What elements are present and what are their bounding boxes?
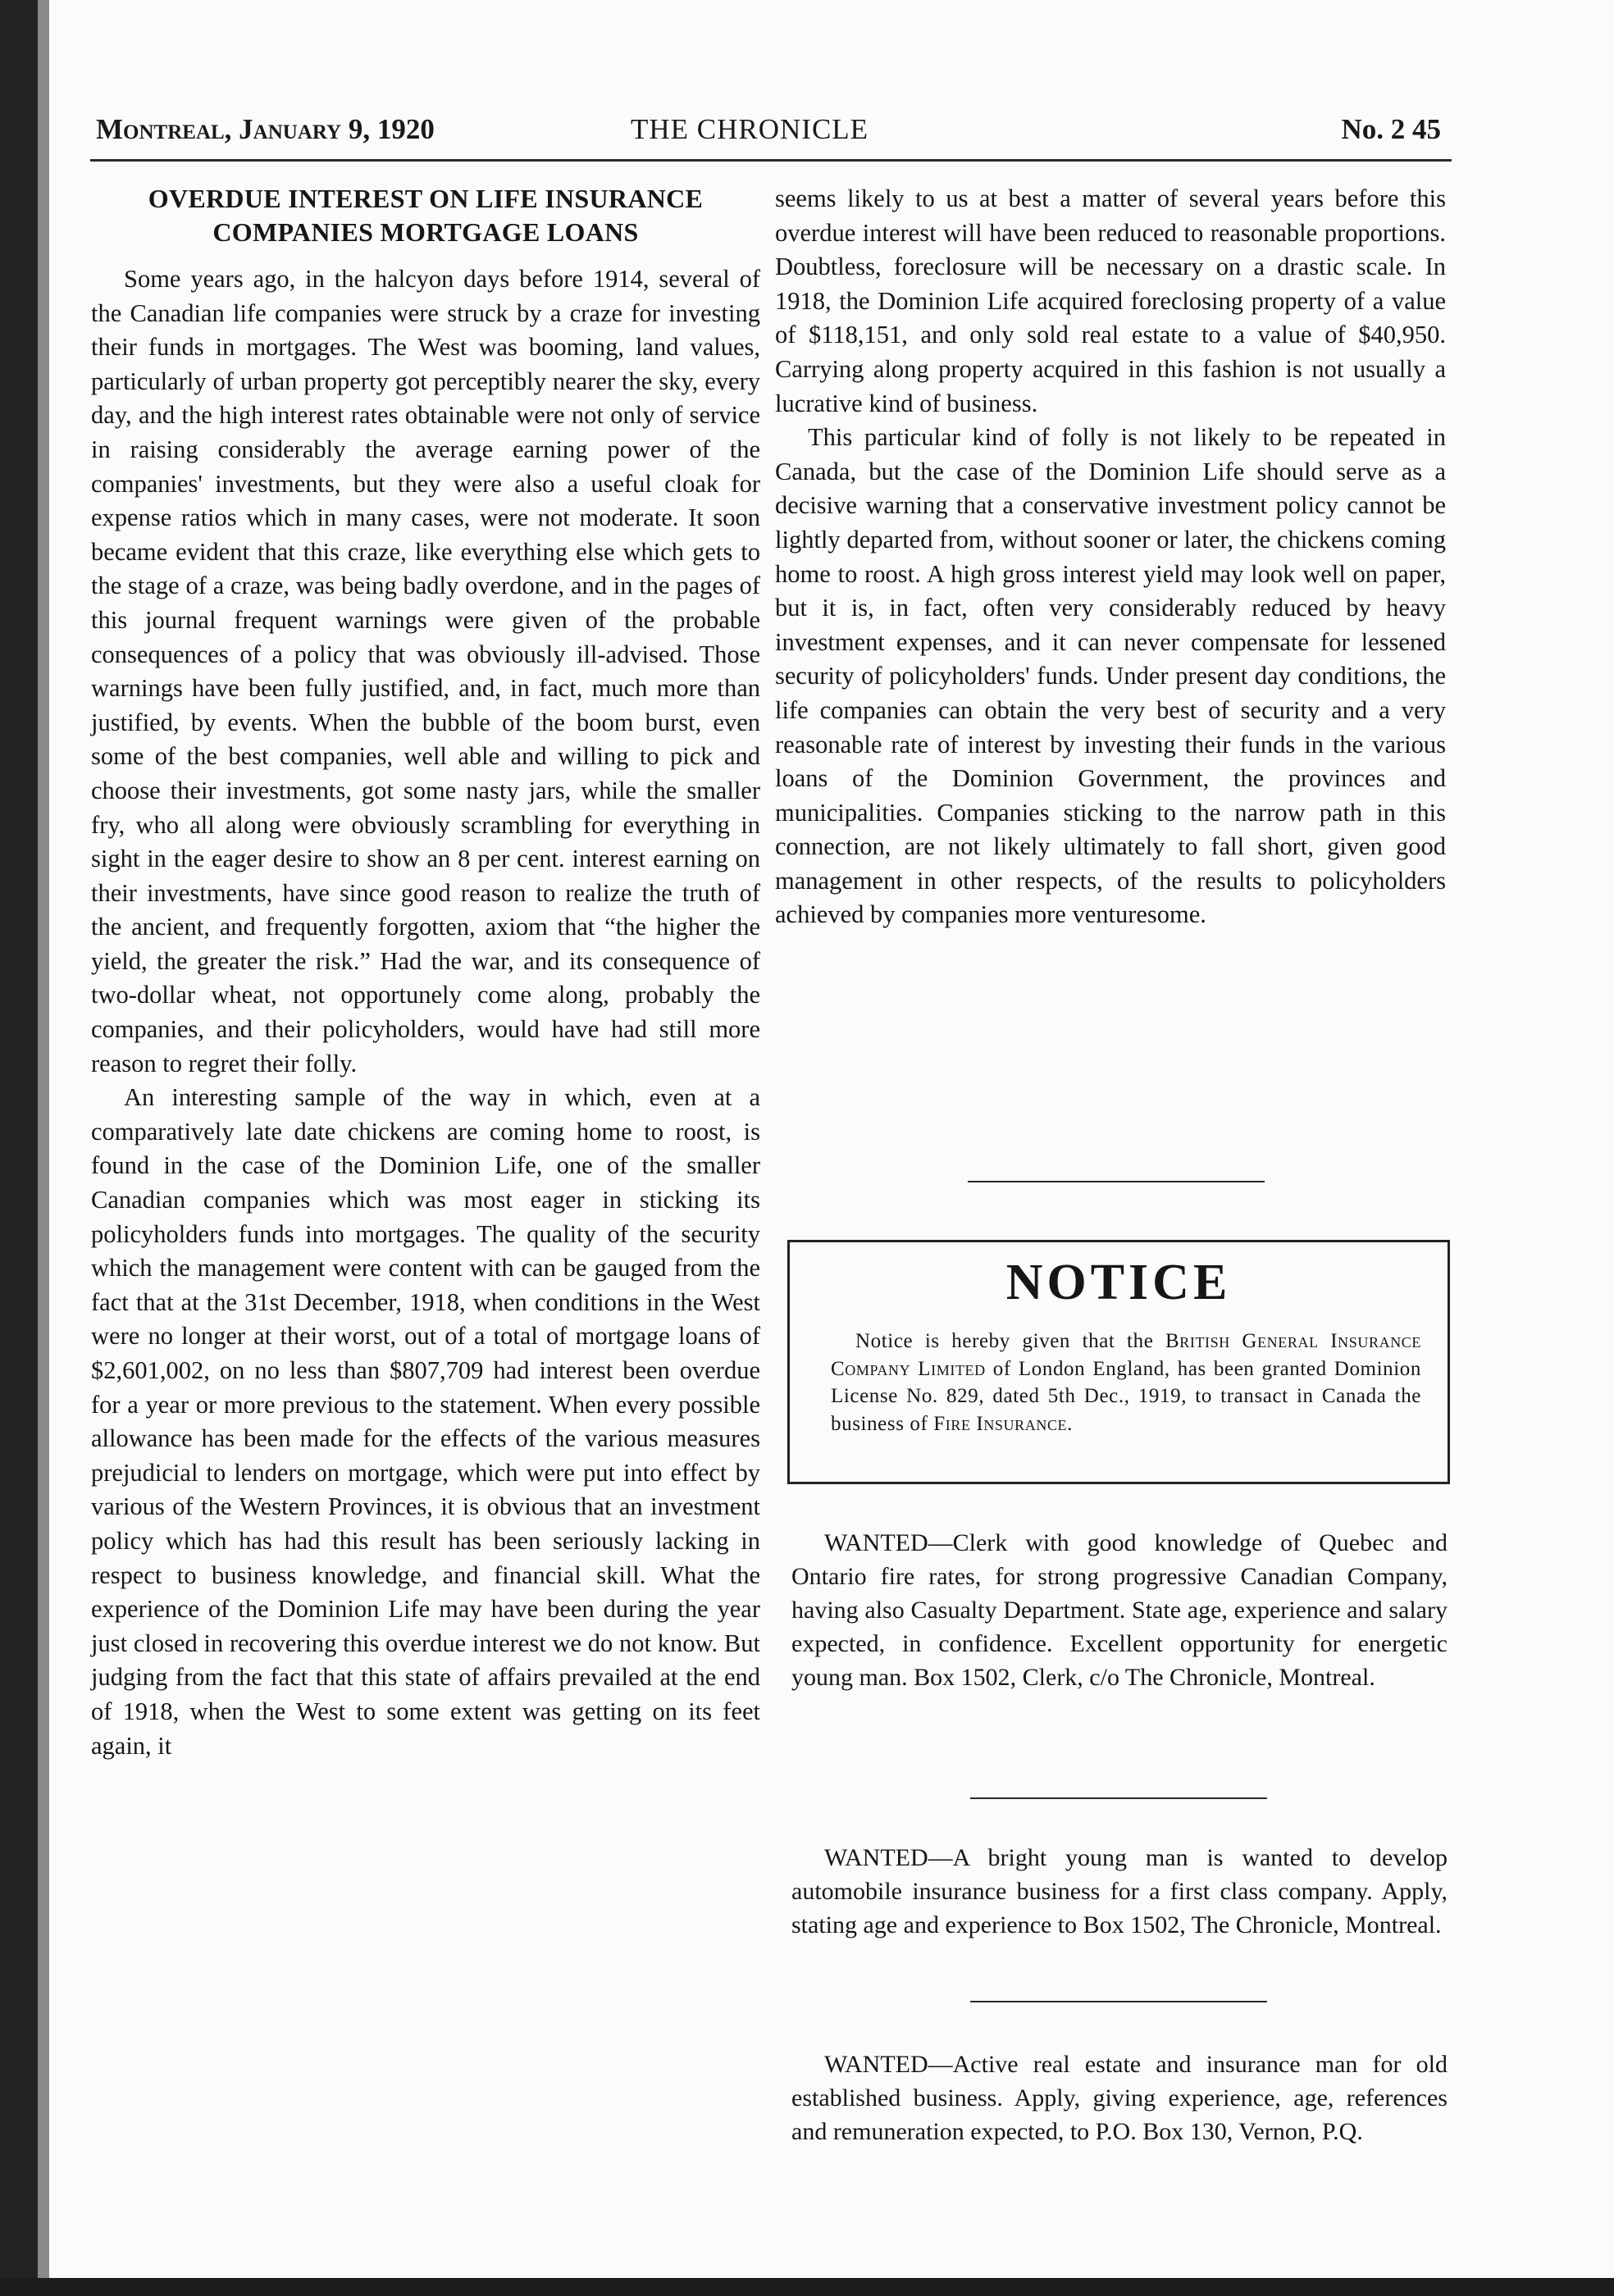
notice-company: British General Insurance Company Limited (831, 1330, 1421, 1380)
classified-ad (791, 1841, 1448, 1942)
article-paragraph: seems likely to us at best a matter of several years before this overdue interest will have been reduced to reasonable proportions. Doubtless, foreclosure will be necessary on a drastic scale. In 1918, the Dominion Life acquired foreclosing property of a value of $118,151, and only sold real estate to a value of $40,950. Carrying along property acquired in this fashion is not usually a lucrative kind of business. (775, 184, 1446, 417)
classified-ad-text: WANTED—A bright young man is wanted to develop automobile insurance business for a first class company. Apply, stating age and experience to Box 1502, The Chronicle, Montreal. (791, 1844, 1448, 1938)
classified-ad (791, 1526, 1448, 1694)
notice-body (831, 1328, 1421, 1437)
notice-text: Notice is hereby given that the (855, 1330, 1165, 1352)
article-paragraph: Some years ago, in the halcyon days before 1914, several of the Canadian life companies were struck by a craze for investing their funds in mortgages. The West was booming, land values, particularly of urban property got perceptibly nearer the sky, every day, and the high interest rates obtainable were not only of service in raising considerably the average earning power of the companies' investments, but they were also a useful cloak for expense ratios which in many cases, were not moderate. It soon became evident that this craze, like everything else which gets to the stage of a craze, was being badly overdone, and in the pages of this journal frequent warnings were given of the probable consequences of a policy that was obviously ill-advised. Those warnings have been fully justified, and, in fact, much more than justified, by events. When the bubble of the boom burst, even some of the best companies, well able and willing to pick and choose their investments, got some nasty jars, while the smaller fry, who all along were obviously scrambling for everything in sight in the eager desire to show an 8 per cent. interest earning on their investments, have since good reason to realize the truth of the ancient, and frequently forgotten, axiom that “the higher the yield, the greater the risk.” Had the war, and its consequence of two-dollar wheat, not opportunely come along, probably the companies, and their policyholders, would have had still more reason to regret their folly. (91, 265, 760, 1077)
notice-text: of London England, has been granted Dominion License No. 829, dated 5th Dec., 1919, to transact in Canada the business of (831, 1357, 1421, 1435)
section-divider (968, 1181, 1265, 1182)
right-column (775, 182, 1446, 932)
classified-ad-text: WANTED—Clerk with good knowledge of Quebec and Ontario fire rates, for strong progressive Canadian Company, having also Casualty Department. State age, experience and salary expected, in confidence. Excellent opportunity for energetic young man. Box 1502, Clerk, c/o The Chronicle, Montreal. (791, 1529, 1448, 1691)
article-paragraph: This particular kind of folly is not likely to be repeated in Canada, but the case of the Dominion Life should serve as a decisive warning that a conservative investment policy cannot be lightly departed from, without sooner or later, the chickens coming home to roost. A high gross interest yield may look well on paper, but it is, in fact, often very considerably reduced by heavy investment expenses, and it can never compensate for lessened security of policyholders' funds. Under present day conditions, the life companies can obtain the very best of security and a very reasonable rate of interest by investing their funds in the various loans of the Dominion Government, the provinces and municipalities. Companies sticking to the narrow path in this connection, are not likely ultimately to fall short, given good management in other respects, of the results to policyholders achieved by companies more venturesome. (775, 423, 1446, 929)
header-date: Montreal, January 9, 1920 (96, 113, 435, 145)
notice-text: . (1067, 1412, 1074, 1435)
scan-left-shadow (38, 0, 49, 2296)
article-paragraph: An interesting sample of the way in which, even at a comparatively late date chickens are coming home to roost, is found in the case of the Dominion Life, one of the smaller Canadian companies which was most eager in sticking its policyholders funds into mortgages. The quality of the security which the management were content with can be gauged from the fact that at the 31st December, 1918, when conditions in the West were no longer at their worst, out of a total of mortgage loans of $2,601,002, on no less than $807,709 had interest been overdue for a year or more previous to the statement. When every possible allowance has been made for the effects of the various measures prejudicial to lenders on mortgage, which were put into effect by various of the Western Provinces, it is obvious that an investment policy which has had this result has been seriously lacking in respect to business knowledge, and financial skill. What the experience of the Dominion Life may have been during the year just closed in recovering this overdue interest we do not know. But judging from the fact that this state of affairs prevailed at the end of 1918, when the West to some extent was getting on its feet again, it (91, 1083, 760, 1760)
notice-box (787, 1240, 1450, 1484)
notice-title: NOTICE (1005, 1255, 1232, 1310)
section-divider (970, 2001, 1267, 2002)
scan-bottom-border (0, 2278, 1614, 2296)
running-header (96, 113, 1441, 154)
notice-business: Fire Insurance (933, 1412, 1068, 1435)
header-rule (90, 159, 1452, 162)
scan-left-border (0, 0, 38, 2296)
section-divider (970, 1797, 1267, 1799)
header-issue-page: No. 2 45 (1341, 113, 1441, 145)
header-publication: THE CHRONICLE (631, 113, 869, 145)
article-title: OVERDUE INTEREST ON LIFE INSURANCE COMPANIES MORTGAGE LOANS (148, 184, 704, 247)
classified-ad-text: WANTED—Active real estate and insurance man for old established business. Apply, giving experience, age, references and remuneration expected, to P.O. Box 130, Vernon, P.Q. (791, 2051, 1448, 2145)
left-column (91, 182, 760, 1763)
classified-ad (791, 2048, 1448, 2148)
